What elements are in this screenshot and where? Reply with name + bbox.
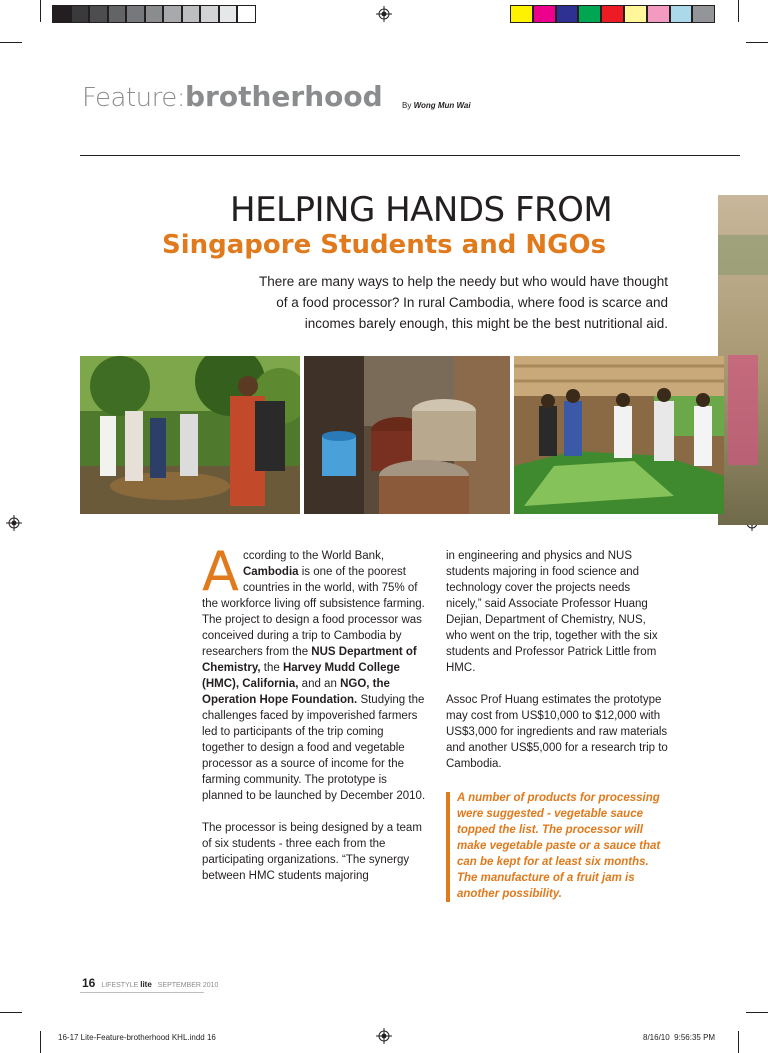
color-swatch — [670, 5, 693, 23]
photo-vegetable-trays — [514, 356, 724, 514]
crop-mark-top-left — [0, 42, 22, 43]
color-swatch — [601, 5, 624, 23]
deck-line: of a food processor? In rural Cambodia, where food is scarce and — [276, 295, 668, 310]
byline — [402, 101, 471, 110]
feature-label: Feature: — [82, 83, 186, 113]
deck — [196, 271, 668, 334]
slug-date-value: 8/16/10 — [643, 1033, 670, 1042]
page-footer — [82, 976, 218, 990]
article-bold-text: NGO, the Operation Hope Foundation. — [202, 678, 390, 706]
photo-cooking-pots — [304, 356, 510, 514]
crop-mark-top-right — [746, 42, 768, 43]
article-text: ccording to the World Bank, — [242, 550, 385, 562]
color-swatch — [510, 5, 533, 23]
deck-line: There are many ways to help the needy but who would have thought — [258, 274, 668, 289]
byline-author: Wong Mun Wai — [413, 101, 471, 110]
crop-mark-bottom-right — [746, 1012, 768, 1013]
color-swatch — [89, 5, 108, 23]
color-swatch — [182, 5, 201, 23]
color-swatch — [237, 5, 256, 23]
pull-quote: A number of products for processing were suggested - vegetable sauce topped the list. The processor will make vegetable paste or a sauce that can be kept for at least six months. The manufacture of a fruit jam is another possibility. — [457, 792, 661, 900]
color-swatch — [71, 5, 90, 23]
drop-cap: A — [202, 540, 239, 603]
color-swatch — [163, 5, 182, 23]
color-swatch — [52, 5, 71, 23]
color-swatch — [219, 5, 238, 23]
color-swatch — [692, 5, 715, 23]
article-paragraph: in engineering and physics and NUS students majoring in food science and technology cover the projects needs nicely,” said Associate Professor Huang Dejian, Department of Chemistry, NUS, who went on the trip, together with the six students and Professor Patrick Little from HMC. — [446, 550, 658, 674]
color-swatch — [108, 5, 127, 23]
color-swatch — [200, 5, 219, 23]
crop-mark-bottom-left — [0, 1012, 22, 1013]
article-text: and an — [298, 678, 341, 690]
color-swatch — [145, 5, 164, 23]
article-column-2 — [446, 548, 668, 772]
article-paragraph: Assoc Prof Huang estimates the prototype may cost from US$10,000 to $12,000 with US$3,000 for ingredients and raw materials and another US$5,000 for a research trip to Cambodia. — [446, 694, 668, 770]
color-swatch — [556, 5, 579, 23]
header-rule — [80, 155, 740, 156]
slug-date — [643, 1033, 715, 1042]
page-number: 16 — [82, 976, 96, 990]
article-text: Studying the challenges faced by impoverished farmers led to participants of the trip coming together to design a food and vegetable processor as a source of income for the farming community. The prototype is planned to be launched by December 2010. — [202, 694, 426, 802]
article-text: is one of the poorest countries in the world, with 75% of the workforce living off subsistence farming. The project to design a food processor was conceived during a trip to Cambodia by researchers from the — [202, 566, 425, 658]
bleed-photo-strip — [718, 195, 768, 525]
article-bold-text: NUS Department of Chemistry, — [202, 646, 417, 674]
crop-mark-bottom-right — [738, 1031, 739, 1053]
magazine-name: LIFESTYLE — [101, 982, 139, 989]
color-swatch — [533, 5, 556, 23]
issue-date: SEPTEMBER 2010 — [157, 982, 219, 989]
article-bold-text: Harvey Mudd College (HMC), California, — [202, 662, 400, 690]
photo-villagers-group — [80, 356, 300, 514]
headline-line-1: HELPING HANDS FROM — [230, 190, 613, 230]
article-paragraph — [202, 540, 426, 804]
file-slug: 16-17 Lite-Feature-brotherhood KHL.indd 16 — [58, 1033, 216, 1042]
byline-prefix: By — [402, 101, 412, 110]
deck-line: incomes barely enough, this might be the best nutritional aid. — [304, 316, 668, 331]
registration-mark-icon — [376, 6, 392, 22]
color-swatch — [647, 5, 670, 23]
article-paragraph: The processor is being designed by a team of six students - three each from the participating organizations. “The synergy between HMC students majoring — [202, 822, 422, 882]
crop-mark-top-right — [738, 0, 739, 22]
footer-rule — [80, 992, 204, 993]
feature-title: brotherhood — [185, 80, 383, 113]
magazine-name-bold: lite — [140, 980, 152, 989]
crop-mark-top-left — [40, 0, 41, 22]
article-bold-text: Cambodia — [242, 566, 299, 578]
headline-line-2: Singapore Students and NGOs — [162, 230, 607, 260]
slug-time-value: 9:56:35 PM — [674, 1033, 716, 1042]
color-swatch — [624, 5, 647, 23]
feature-header — [82, 80, 383, 113]
registration-mark-icon — [376, 1028, 392, 1044]
pull-quote-bar — [446, 792, 450, 902]
color-swatch — [578, 5, 601, 23]
crop-mark-bottom-left — [40, 1031, 41, 1053]
article-column-1 — [202, 540, 426, 884]
color-swatch — [126, 5, 145, 23]
article-text: the — [260, 662, 283, 674]
registration-mark-icon — [6, 515, 22, 531]
